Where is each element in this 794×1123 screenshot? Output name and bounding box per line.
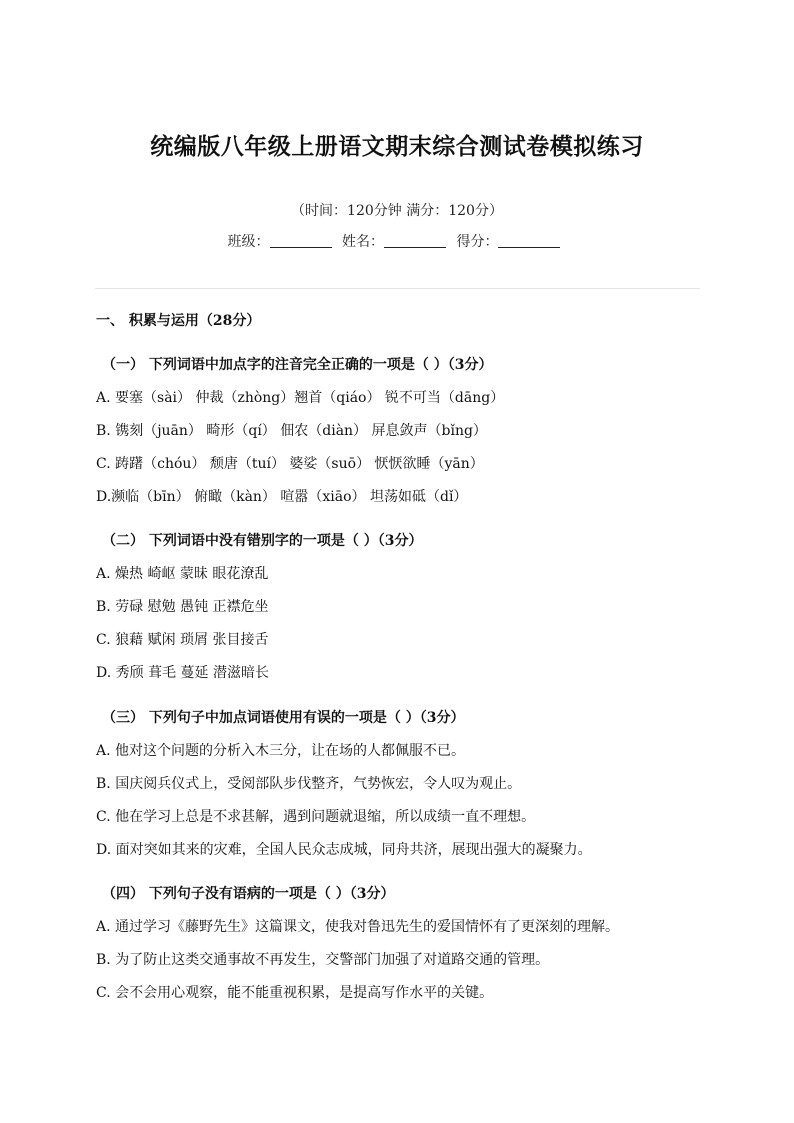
option-item: D.濒临（bīn） 俯瞰（kàn） 喧嚣（xiāo） 坦荡如砥（dǐ） [96, 489, 468, 505]
question-heading: （一） 下列词语中加点字的注音完全正确的一项是（ ）（3分） [102, 357, 493, 373]
option-item: B. 镌刻（juān） 畸形（qí） 佃农（diàn） 屏息敛声（bǐng） [96, 423, 487, 439]
option-item: D. 面对突如其来的灾难，全国人民众志成城，同舟共济，展现出强大的凝聚力。 [96, 842, 592, 858]
option-item: A. 要塞（sài） 仲裁（zhòng）翘首（qiáo） 锐不可当（dāng） [96, 390, 505, 406]
time-score-info: （时间：120分钟 满分：120分） [291, 203, 503, 219]
class-blank [270, 233, 332, 248]
name-label: 姓名： [342, 234, 384, 250]
student-info-line [0, 231, 794, 251]
option-item: C. 会不会用心观察，能不能重视积累，是提高写作水平的关键。 [96, 985, 494, 1001]
option-item: B. 国庆阅兵仪式上，受阅部队步伐整齐，气势恢宏，令人叹为观止。 [96, 776, 522, 792]
option-item: B. 劳碌 慰勉 愚钝 正襟危坐 [96, 599, 269, 615]
name-blank [384, 233, 446, 248]
score-blank [498, 233, 560, 248]
option-item: A. 他对这个问题的分析入木三分，让在场的人都佩服不已。 [96, 743, 466, 759]
option-item: C. 他在学习上总是不求甚解，遇到问题就退缩，所以成绩一直不理想。 [96, 809, 536, 825]
option-item: C. 踌躇（chóu） 颓唐（tuí） 婆娑（suō） 恹恹欲睡（yān） [96, 456, 484, 472]
question-heading: （三） 下列句子中加点词语使用有误的一项是（ ）（3分） [102, 710, 465, 726]
header-divider [95, 288, 700, 289]
option-item: A. 通过学习《藤野先生》这篇课文，使我对鲁迅先生的爱国情怀有了更深刻的理解。 [96, 919, 620, 935]
exam-title: 统编版八年级上册语文期末综合测试卷模拟练习 [150, 133, 644, 160]
section-heading: 一、 积累与运用（28分） [96, 313, 261, 329]
option-item: A. 燥热 崎岖 蒙昧 眼花潦乱 [96, 566, 269, 582]
option-item: C. 狼藉 赋闲 琐屑 张目接舌 [96, 632, 269, 648]
option-item: D. 秀颀 葺毛 蔓延 潜滋暗长 [96, 665, 269, 681]
score-label: 得分： [456, 234, 499, 250]
class-label: 班级： [227, 234, 270, 250]
option-item: B. 为了防止这类交通事故不再发生，交警部门加强了对道路交通的管理。 [96, 952, 550, 968]
question-heading: （二） 下列词语中没有错别字的一项是（ ）（3分） [102, 533, 423, 549]
question-heading: （四） 下列句子没有语病的一项是（ ）（3分） [102, 886, 395, 902]
